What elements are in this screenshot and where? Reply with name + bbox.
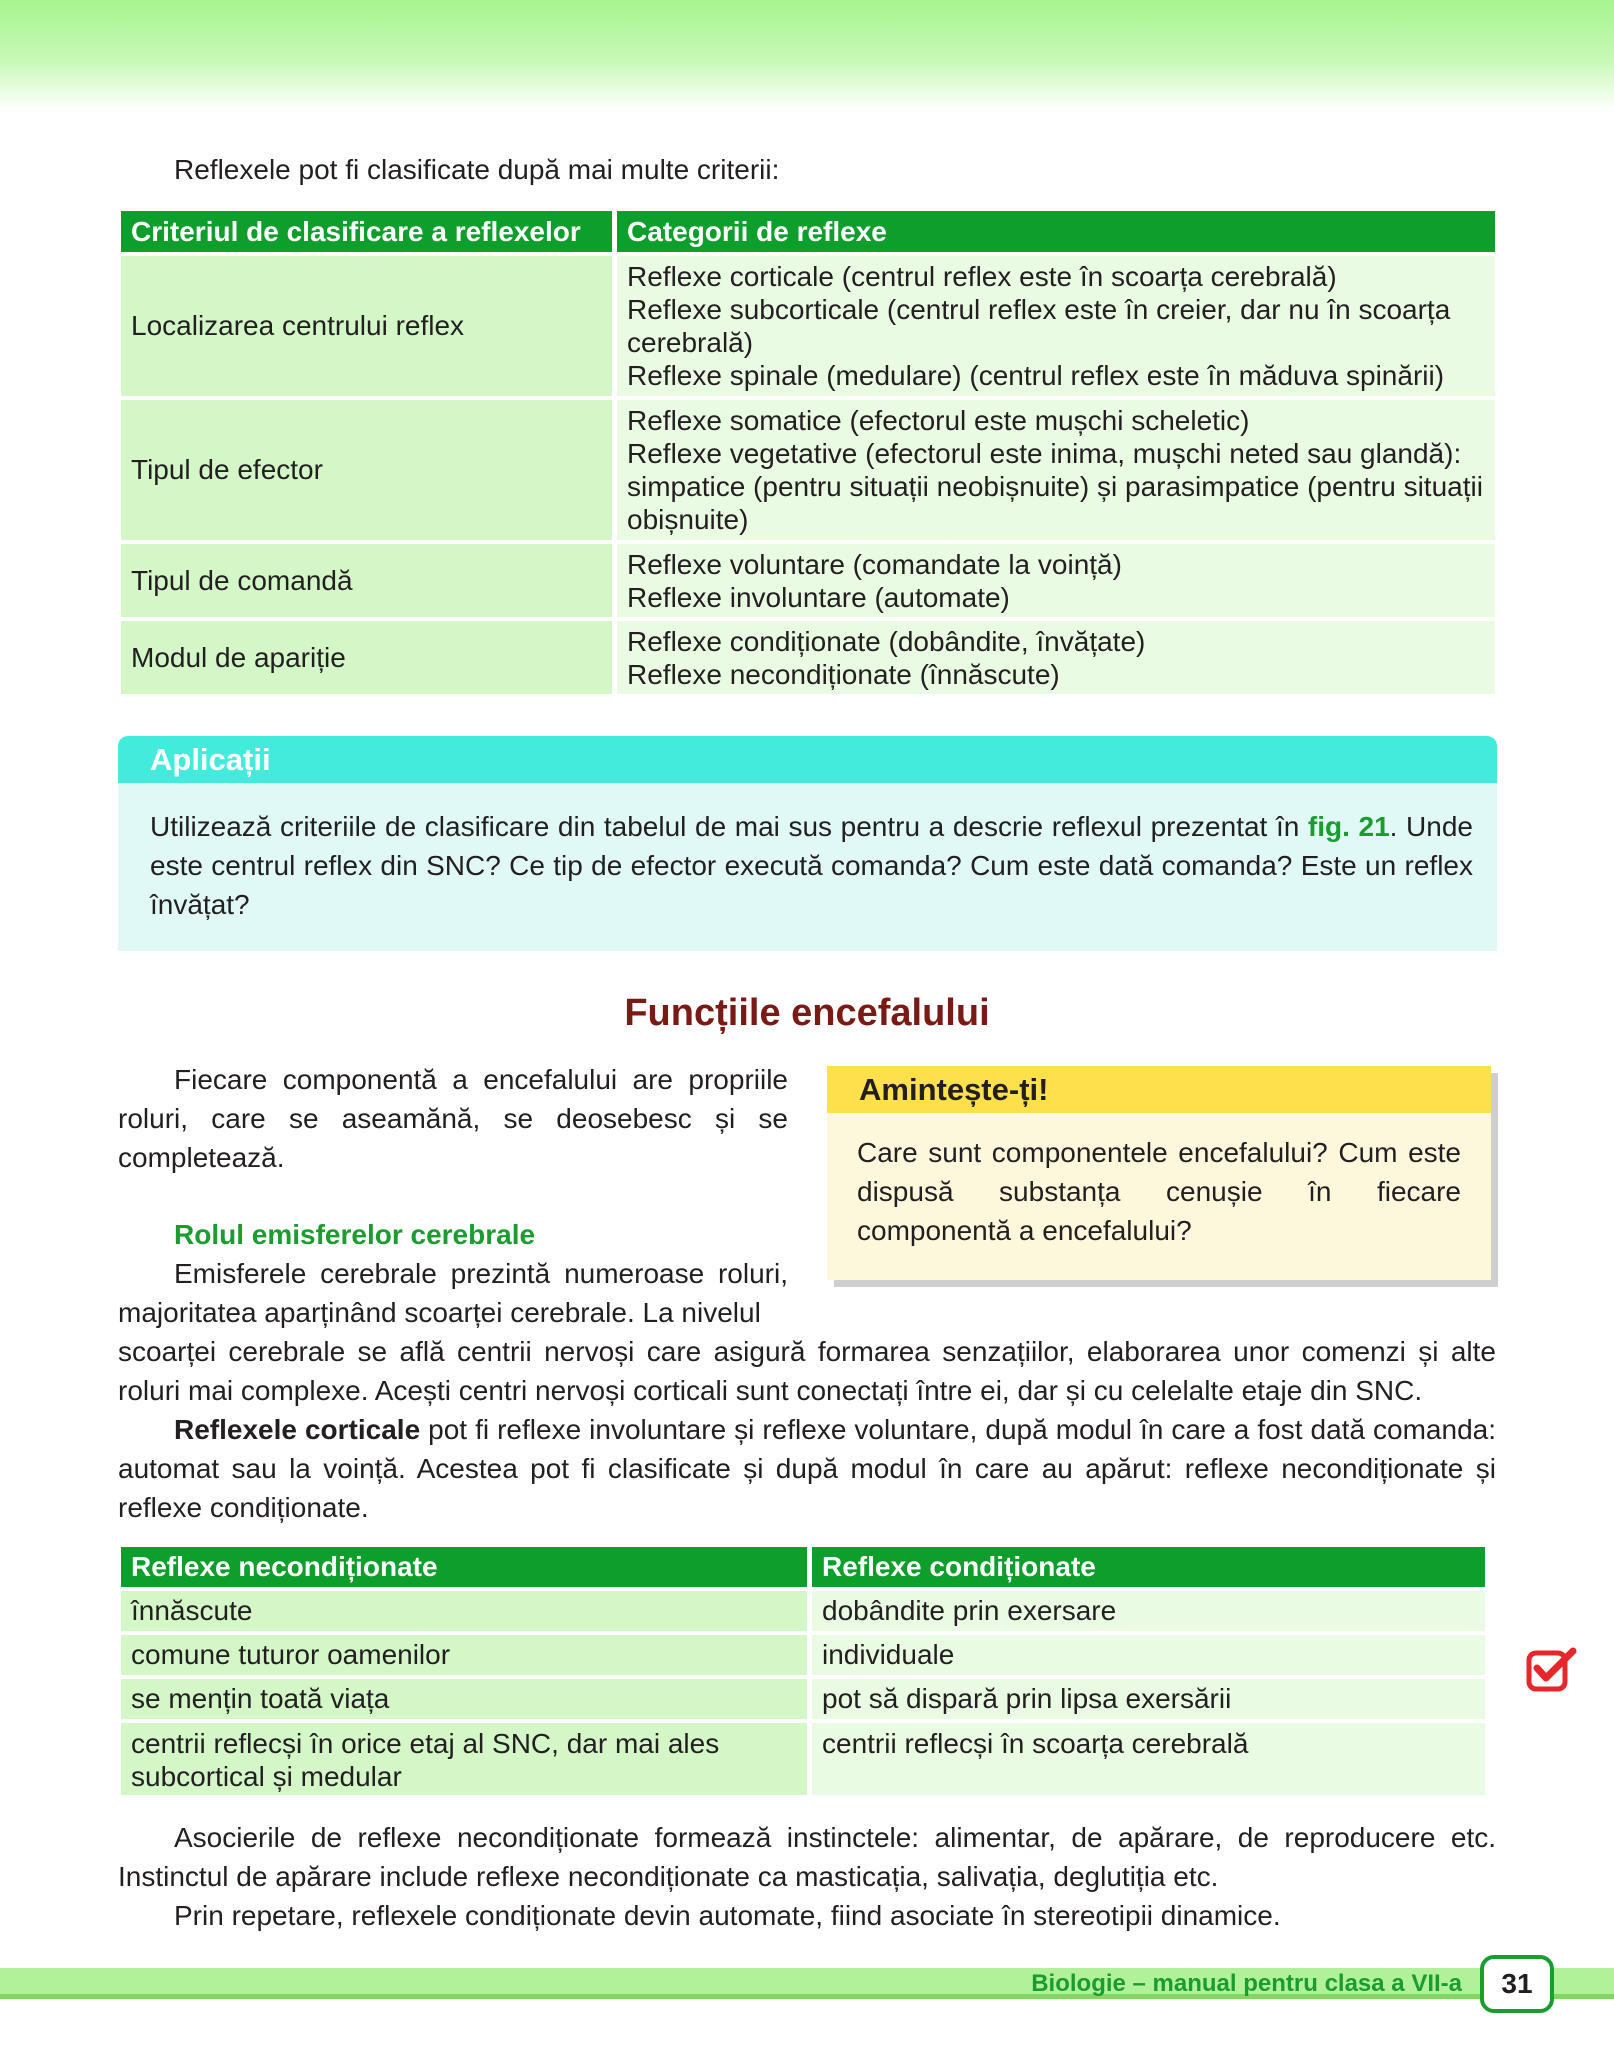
reflex-comparison-table <box>121 1547 1495 1795</box>
subheading: Rolul emisferelor cerebrale <box>174 1219 536 1250</box>
emisfere-text-column: Emisferele cerebrale prezintă numeroase roluri, majoritatea aparținând scoarței cerebrale. La nivelul <box>118 1258 788 1328</box>
categories-cell <box>617 256 1495 396</box>
aplicatii-text: Utilizează criteriile de clasificare din tabelul de mai sus pentru a descrie reflexul prezentat în <box>150 811 1308 842</box>
table-row <box>121 1635 1495 1675</box>
reflexe-corticale-term: Reflexele corticale <box>174 1414 421 1445</box>
table-header-row <box>121 211 1495 252</box>
aplicatii-body <box>118 783 1497 951</box>
aplicatii-text-continued: . Unde este centrul reflex din SNC? Ce tip de efector execută comanda? Cum este dată comanda? Este un reflex învățat? <box>150 811 1473 920</box>
categories-cell <box>617 544 1495 617</box>
table-row <box>121 1679 1495 1719</box>
stereotipii-paragraph <box>118 1896 1496 1935</box>
intro-paragraph <box>118 150 1496 189</box>
reminder-text: Care sunt componentele encefalului? Cum este dispusă substanța cenușie în fiecare componentă a encefalului? <box>857 1137 1461 1246</box>
table-row <box>121 400 1495 540</box>
table-header-conditioned: Reflexe condiționate <box>812 1547 1485 1587</box>
instincte-paragraph <box>118 1818 1496 1896</box>
table-header-row <box>121 1547 1495 1587</box>
table-row <box>121 1723 1495 1795</box>
criterion-cell: Tipul de efector <box>121 400 612 540</box>
reminder-title: Amintește-ți! <box>827 1066 1491 1113</box>
category-line: Reflexe spinale (medulare) (centrul reflex este în măduva spinării) <box>627 360 1445 391</box>
reminder-box <box>827 1066 1491 1280</box>
figure-reference-link[interactable]: fig. 21 <box>1307 811 1390 842</box>
top-decorative-band <box>0 0 1614 110</box>
unconditioned-cell: centrii reflecși în orice etaj al SNC, dar mai ales subcortical și medular <box>121 1723 807 1795</box>
conditioned-cell: dobândite prin exersare <box>812 1591 1485 1631</box>
unconditioned-cell: înnăscute <box>121 1591 807 1631</box>
table-row <box>121 256 1495 396</box>
aplicatii-title: Aplicații <box>118 736 1497 783</box>
intro-text: Reflexele pot fi clasificate după mai multe criterii: <box>174 154 780 185</box>
category-line: Reflexe voluntare (comandate la voință) <box>627 549 1122 580</box>
emisfere-paragraph-full <box>118 1332 1496 1410</box>
page-number: 31 <box>1480 1955 1554 2013</box>
category-line: Reflexe subcorticale (centrul reflex este în creier, dar nu în scoarța cerebrală) <box>627 294 1451 358</box>
unconditioned-cell: se mențin toată viața <box>121 1679 807 1719</box>
intro-encefal-text: Fiecare componentă a encefalului are propriile roluri, care se aseamănă, se deosebesc și se completează. <box>118 1064 788 1173</box>
table-header-categories: Categorii de reflexe <box>617 211 1495 252</box>
footer-book-title: Biologie – manual pentru clasa a VII-a <box>1031 1970 1462 1997</box>
table-row <box>121 621 1495 694</box>
check-box-icon <box>1526 1646 1578 1692</box>
section-title: Funcțiile encefalului <box>624 992 990 1034</box>
table-row <box>121 1591 1495 1631</box>
conditioned-cell: centrii reflecși în scoarța cerebrală <box>812 1723 1485 1795</box>
category-line: Reflexe involuntare (automate) <box>627 582 1010 613</box>
emisfere-text-full: scoarței cerebrale se află centrii nervoși care asigură formarea senzațiilor, elaborarea unor comenzi și alte roluri mai complexe. Acești centri nervoși corticali sunt conectați între ei, dar și cu celelalte etaje din SNC. <box>118 1336 1496 1406</box>
category-line: Reflexe somatice (efectorul este mușchi scheletic) <box>627 405 1250 436</box>
categories-cell <box>617 400 1495 540</box>
table-header-criterion: Criteriul de clasificare a reflexelor <box>121 211 612 252</box>
table-header-unconditioned: Reflexe necondiționate <box>121 1547 807 1587</box>
category-line: Reflexe corticale (centrul reflex este în scoarța cerebrală) <box>627 261 1337 292</box>
category-line: Reflexe necondiționate (înnăscute) <box>627 659 1060 690</box>
unconditioned-cell: comune tuturor oamenilor <box>121 1635 807 1675</box>
categories-cell <box>617 621 1495 694</box>
table-row <box>121 544 1495 617</box>
stereotipii-text: Prin repetare, reflexele condiționate devin automate, fiind asociate în stereotipii dinamice. <box>174 1900 1281 1931</box>
category-line: Reflexe vegetative (efectorul este inima, mușchi neted sau glandă): simpatice (pentru situații neobișnuite) și parasimpatice (pentru situații obișnuite) <box>627 438 1483 535</box>
reflexe-corticale-text: pot fi reflexe involuntare și reflexe voluntare, după modul în care a fost dată comanda: automat sau la voință. Acestea pot fi clasificate și după modul în care au apărut: reflexe necondiționate și reflexe condiționate. <box>118 1414 1496 1523</box>
conditioned-cell: pot să dispară prin lipsa exersării <box>812 1679 1485 1719</box>
conditioned-cell: individuale <box>812 1635 1485 1675</box>
intro-encefal-paragraph <box>118 1060 788 1177</box>
criterion-cell: Localizarea centrului reflex <box>121 256 612 396</box>
emisfere-paragraph-column <box>118 1254 788 1332</box>
instincte-text: Asocierile de reflexe necondiționate formează instinctele: alimentar, de apărare, de reproducere etc. Instinctul de apărare include reflexe necondiționate ca masticația, salivația, deglutiția etc. <box>118 1822 1496 1892</box>
criterion-cell: Modul de apariție <box>121 621 612 694</box>
reflexe-corticale-paragraph <box>118 1410 1496 1527</box>
category-line: Reflexe condiționate (dobândite, învățate) <box>627 626 1146 657</box>
criterion-cell: Tipul de comandă <box>121 544 612 617</box>
classification-table <box>121 211 1495 694</box>
subheading-block <box>118 1215 788 1254</box>
